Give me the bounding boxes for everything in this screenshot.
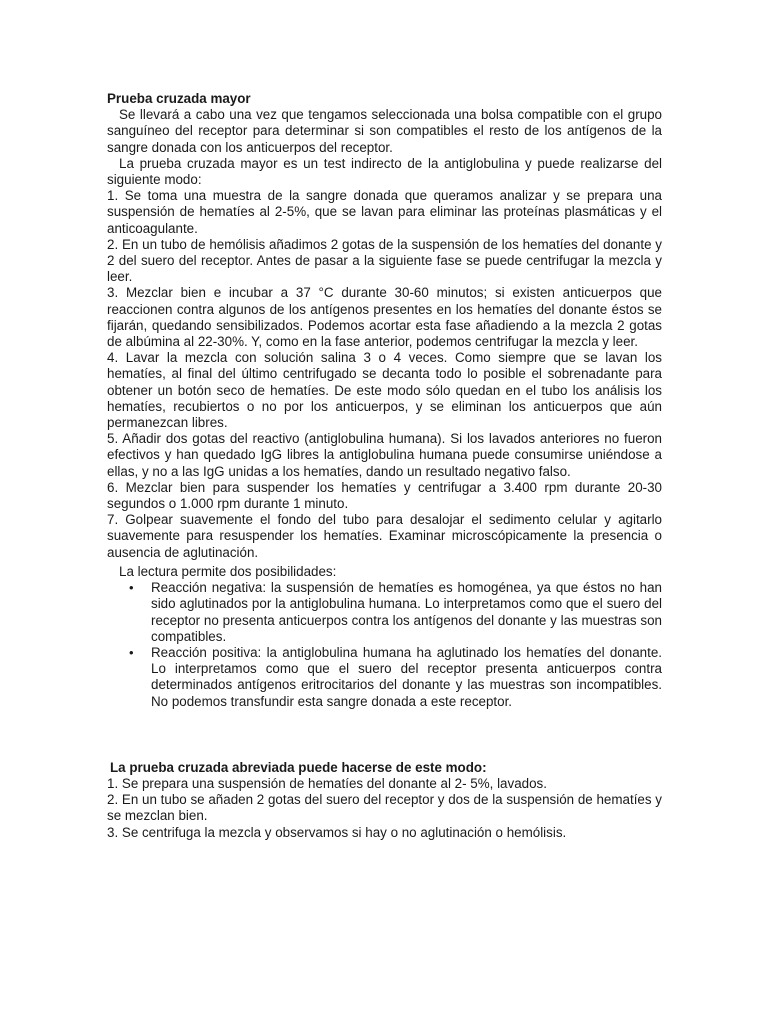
procedure-step: 5. Añadir dos gotas del reactivo (antiglobulina humana). Si los lavados anteriores no fueron efectivos y han quedado IgG libres la antiglobulina humana puede consumirse uniéndose a ellas, y no a las IgG unidas a los hematíes, dando un resultado negativo falso. bbox=[107, 431, 662, 479]
section-heading: Prueba cruzada mayor bbox=[107, 91, 251, 106]
procedure-step: 4. Lavar la mezcla con solución salina 3 o 4 veces. Como siempre que se lavan los hematíes, al final del último centrifugado se decanta todo lo posible el sobrenadante para obtener un botón seco de hematíes. De este modo sólo quedan en el tubo los análisis los hematíes, recubiertos o no por los anticuerpos, y se eliminan los anticuerpos que aún permanezcan libres. bbox=[107, 350, 662, 431]
bullet-text: Reacción positiva: la antiglobulina humana ha aglutinado los hematíes del donante. Lo interpretamos como que el suero del receptor presenta anticuerpos contra determinados antígenos eritrocitarios del donante y las muestras son incompatibles. No podemos transfundir esta sangre donada a este receptor. bbox=[151, 644, 662, 709]
intro-paragraph: Se llevará a cabo una vez que tengamos seleccionada una bolsa compatible con el grupo sanguíneo del receptor para determinar si son compatibles el resto de los antígenos de la sangre donada con los anticuerpos del receptor. bbox=[107, 107, 662, 155]
procedure-step: 6. Mezclar bien para suspender los hematíes y centrifugar a 3.400 rpm durante 20-30 segundos o 1.000 rpm durante 1 minuto. bbox=[107, 479, 662, 512]
procedure-step: 3. Mezclar bien e incubar a 37 °C durante 30-60 minutos; si existen anticuerpos que reaccionen contra algunos de los antígenos presentes en los hematíes del donante éstos se fijarán, quedando sensibilizados. Podemos acortar esta fase añadiendo a la mezcla 2 gotas de albúmina al 22-30%. Y, como en la fase anterior, podemos centrifugar la mezcla y leer. bbox=[107, 285, 662, 350]
list-item bbox=[107, 580, 662, 645]
bullet-icon: • bbox=[129, 580, 134, 596]
procedure-step: 2. En un tubo se añaden 2 gotas del suero del receptor y dos de la suspensión de hematíes y se mezclan bien. bbox=[107, 792, 662, 824]
reading-bullet-list bbox=[107, 580, 662, 710]
section-heading: La prueba cruzada abreviada puede hacerse de este modo: bbox=[110, 759, 487, 775]
procedure-step: 7. Golpear suavemente el fondo del tubo para desalojar el sedimento celular y agitarlo suavemente para resuspender los hematíes. Examinar microscópicamente la presencia o ausencia de aglutinación. bbox=[107, 512, 662, 560]
procedure-step: 1. Se prepara una suspensión de hematíes del donante al 2- 5%, lavados. bbox=[107, 775, 547, 791]
procedure-step: 2. En un tubo de hemólisis añadimos 2 gotas de la suspensión de los hematíes del donante y 2 del suero del receptor. Antes de pasar a la siguiente fase se puede centrifugar la mezcla y leer. bbox=[107, 236, 662, 285]
document-page bbox=[107, 91, 662, 841]
section-prueba-cruzada-mayor bbox=[107, 91, 662, 710]
procedure-step: 1. Se toma una muestra de la sangre donada que queramos analizar y se prepara una suspensión de hematíes al 2-5%, que se lavan para eliminar las proteínas plasmáticas y el anticoagulante. bbox=[107, 188, 662, 236]
bullet-icon: • bbox=[129, 644, 134, 660]
section-prueba-cruzada-abreviada bbox=[107, 760, 662, 841]
reading-lead: La lectura permite dos posibilidades: bbox=[119, 563, 337, 579]
intro-paragraph: La prueba cruzada mayor es un test indirecto de la antiglobulina y puede realizarse del siguiente modo: bbox=[107, 155, 662, 188]
bullet-text: Reacción negativa: la suspensión de hematíes es homogénea, ya que éstos no han sido aglutinados por la antiglobulina humana. Lo interpretamos como que el suero del receptor no presenta anticuerpos contra los antígenos del donante y las muestras son compatibles. bbox=[151, 580, 662, 644]
procedure-step: 3. Se centrifuga la mezcla y observamos si hay o no aglutinación o hemólisis. bbox=[107, 824, 567, 840]
list-item bbox=[107, 645, 662, 710]
